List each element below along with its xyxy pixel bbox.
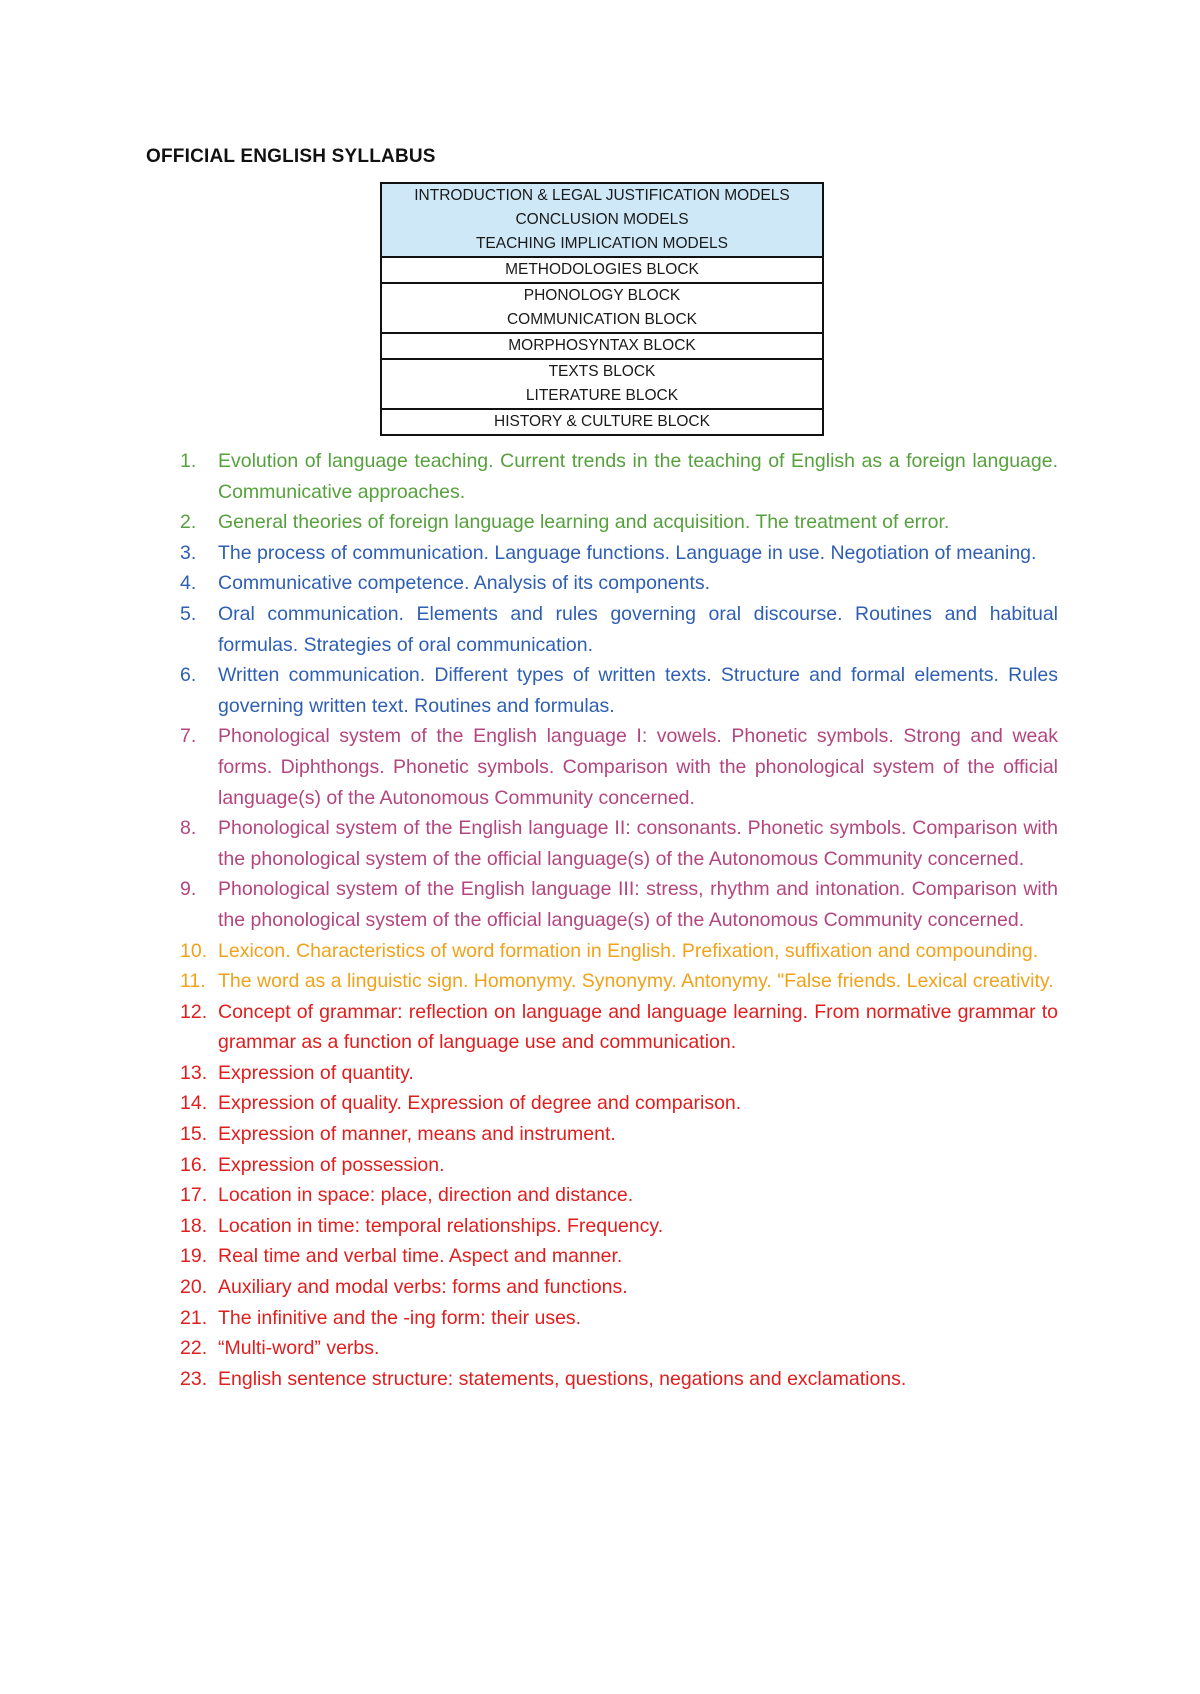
topic-text: Communicative competence. Analysis of its components.: [218, 572, 711, 595]
list-item: [180, 538, 1058, 569]
topic-number: 21.: [180, 1306, 208, 1329]
topic-number: 22.: [180, 1337, 208, 1360]
page-title: OFFICIAL ENGLISH SYLLABUS: [146, 146, 436, 167]
table-cell: [381, 359, 823, 409]
list-item: [180, 660, 1058, 721]
topic-text: Written communication. Different types of written texts. Structure and formal elements. Rules governing written text. Routines and formulas.: [218, 664, 1058, 717]
topic-text: The process of communication. Language functions. Language in use. Negotiation of meaning.: [218, 541, 1037, 564]
list-item: [180, 1180, 1058, 1211]
topic-number: 13.: [180, 1061, 208, 1084]
topic-text: English sentence structure: statements, questions, negations and exclamations.: [218, 1367, 907, 1390]
list-item: [180, 1303, 1058, 1334]
topic-number: 20.: [180, 1276, 208, 1299]
topic-text: Concept of grammar: reflection on language and language learning. From normative grammar to grammar as a function of language use and communication.: [218, 1000, 1058, 1054]
block-label: PHONOLOGY BLOCK: [523, 287, 681, 304]
topic-number: 3.: [180, 541, 197, 564]
table-header-row: [381, 183, 823, 257]
list-item: [180, 568, 1058, 599]
topic-number: 14.: [180, 1092, 208, 1115]
topic-list: [180, 446, 1058, 1394]
list-item: [180, 1241, 1058, 1272]
header-line: CONCLUSION MODELS: [515, 211, 689, 228]
topic-number: 1.: [180, 450, 197, 472]
topic-number: 2.: [180, 511, 197, 534]
block-label: HISTORY & CULTURE BLOCK: [494, 413, 710, 430]
table-row: [381, 257, 823, 283]
list-item: [180, 997, 1058, 1058]
blocks-table-body: [381, 183, 823, 435]
topic-number: 19.: [180, 1245, 208, 1268]
topic-number: 11.: [180, 970, 206, 993]
topic-number: 5.: [180, 602, 197, 625]
list-item: [180, 1150, 1058, 1181]
block-label: COMMUNICATION BLOCK: [506, 311, 698, 328]
topic-number: 18.: [180, 1214, 208, 1237]
list-item: [180, 1211, 1058, 1242]
list-item: [180, 813, 1058, 874]
topic-number: 15.: [180, 1123, 208, 1146]
topic-number: 10.: [180, 939, 208, 962]
table-row: [381, 359, 823, 409]
list-item: [180, 721, 1058, 813]
topic-text: Evolution of language teaching. Current trends in the teaching of English as a foreign language. Communicative approaches.: [218, 450, 1058, 503]
table-row: [381, 409, 823, 435]
block-label: METHODOLOGIES BLOCK: [505, 261, 699, 278]
topic-text: Expression of quality. Expression of degree and comparison.: [218, 1092, 742, 1115]
block-label: MORPHOSYNTAX BLOCK: [508, 337, 696, 354]
topic-text: Lexicon. Characteristics of word formation in English. Prefixation, suffixation and compounding.: [218, 939, 1039, 962]
topic-text: General theories of foreign language learning and acquisition. The treatment of error.: [218, 511, 950, 534]
list-item: [180, 446, 1058, 507]
topic-text: Oral communication. Elements and rules governing oral discourse. Routines and habitual formulas. Strategies of oral communication.: [218, 602, 1058, 656]
topic-number: 17.: [180, 1184, 208, 1207]
table-row: [381, 283, 823, 333]
table-cell: [381, 409, 823, 435]
topic-number: 6.: [180, 664, 197, 687]
list-item: [180, 966, 1058, 997]
list-item: [180, 1364, 1058, 1395]
topic-text: The infinitive and the -ing form: their uses.: [218, 1306, 582, 1329]
list-item: [180, 1272, 1058, 1303]
topic-text: Phonological system of the English language I: vowels. Phonetic symbols. Strong and weak forms. Diphthongs. Phonetic symbols. Comparison with the phonological system of the official language(s) of the Autonomous Community concerned.: [218, 725, 1058, 809]
table-row: [381, 333, 823, 359]
header-line: TEACHING IMPLICATION MODELS: [475, 235, 729, 252]
topic-number: 9.: [180, 878, 197, 901]
list-item: [180, 507, 1058, 538]
topic-text: Expression of quantity.: [218, 1061, 414, 1084]
topic-number: 7.: [180, 725, 197, 748]
block-label: LITERATURE BLOCK: [525, 387, 679, 404]
list-item: [180, 1058, 1058, 1089]
header-line: INTRODUCTION & LEGAL JUSTIFICATION MODELS: [414, 187, 790, 204]
list-item: [180, 1333, 1058, 1364]
topic-text: Expression of manner, means and instrument.: [218, 1123, 616, 1146]
list-item: [180, 874, 1058, 935]
topic-text: Location in time: temporal relationships. Frequency.: [218, 1214, 664, 1237]
list-item: [180, 599, 1058, 660]
topic-number: 4.: [180, 572, 197, 595]
table-cell: [381, 333, 823, 359]
topic-number: 16.: [180, 1153, 208, 1176]
topic-text: Location in space: place, direction and distance.: [218, 1184, 634, 1207]
list-item: [180, 1088, 1058, 1119]
list-item: [180, 936, 1058, 967]
topic-text: Expression of possession.: [218, 1153, 445, 1176]
block-label: TEXTS BLOCK: [548, 363, 656, 380]
topic-text: Phonological system of the English language II: consonants. Phonetic symbols. Comparison with the phonological system of the official language(s) of the Autonomous Community concerned.: [218, 817, 1058, 870]
list-item: [180, 1119, 1058, 1150]
topic-text: Phonological system of the English language III: stress, rhythm and intonation. Comparison with the phonological system of the official language(s) of the Autonomous Community concerned.: [218, 878, 1058, 931]
syllabus-blocks-table: [380, 182, 824, 436]
topic-text: Real time and verbal time. Aspect and manner.: [218, 1245, 623, 1268]
table-header-cell: [381, 183, 823, 257]
topic-text: “Multi-word” verbs.: [218, 1337, 380, 1360]
topic-number: 8.: [180, 817, 197, 840]
topic-number: 12.: [180, 1000, 208, 1023]
topic-text: Auxiliary and modal verbs: forms and functions.: [218, 1276, 628, 1299]
table-cell: [381, 283, 823, 333]
topic-number: 23.: [180, 1367, 208, 1390]
table-cell: [381, 257, 823, 283]
topic-text: The word as a linguistic sign. Homonymy. Synonymy. Antonymy. "False friends. Lexical creativity.: [218, 970, 1054, 993]
